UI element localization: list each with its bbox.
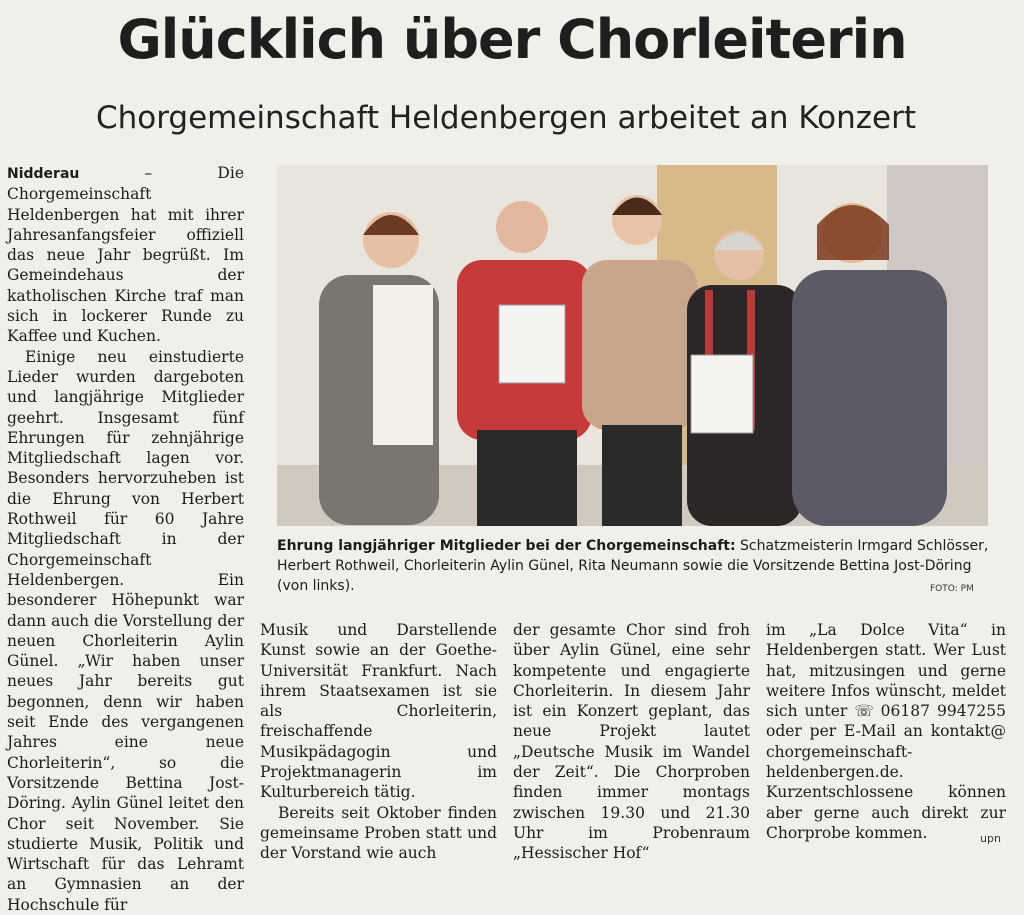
article-column-1 [7,163,244,915]
headline: Glücklich über Chorleiterin [117,8,907,71]
article-column-4 [766,620,1006,843]
paragraph: der gesamte Chor sind froh über Aylin Günel, eine sehr kompetente und engagierte Chorleiterin. In diesem Jahr ist ein Konzert geplant, das neue Projekt lautet „Deutsche Musik im Wandel der Zeit“. Die Chorproben finden immer montags zwischen 19.30 und 21.30 Uhr im Probenraum „Hessischer Hof“ [513,621,750,863]
caption-text: Schatzmeisterin Irmgard Schlösser, Herbert Rothweil, Chorleiterin Aylin Günel, Rita Neumann sowie die Vorsitzende Bettina Jost-Döring (von links). [277,538,989,594]
caption-lead: Ehrung langjähriger Mitglieder bei der Chorgemeinschaft: [277,538,736,554]
group-photo [277,165,988,526]
paragraph: Musik und Darstellende Kunst sowie an der Goethe-Universität Frankfurt. Nach ihrem Staatsexamen ist sie als Chorleiterin, freischaffende Musikpädagogin und Projektmanagerin im Kulturbereich tätig. [260,621,497,802]
article-column-3 [513,620,750,864]
paragraph: im „La Dolce Vita“ in Heldenbergen statt. Wer Lust hat, mitzusingen und gerne weitere Infos wünscht, meldet sich unter ☏ 06187 9947255 oder per E-Mail an kontakt@ chorgemeinschaft-heldenbergen.de. Kurzentschlossene können aber gerne auch direkt zur Chorprobe kommen. [766,621,1006,842]
paragraph: Einige neu einstudierte Lieder wurden dargeboten und langjährige Mitglieder geehrt. Insgesamt fünf Ehrungen für zehnjährige Mitgliedschaft lagen vor. Besonders hervorzuheben ist die Ehrung von Herbert Rothweil für 60 Jahre Mitgliedschaft in der Chorgemeinschaft Heldenbergen. Ein besonderer Höhepunkt war dann auch die Vorstellung der neuen Chorleiterin Aylin Günel. „Wir haben unser neues Jahr bereits gut begonnen, denn wir haben seit Ende des vergangenen Jahres eine neue Chorleiterin“, so die Vorsitzende Bettina Jost-Döring. Aylin Günel leitet den Chor seit November. Sie studierte Musik, Politik und Wirtschaft für das Lehramt an Gymnasien an der Hochschule für [7,347,244,914]
subheadline: Chorgemeinschaft Heldenbergen arbeitet an Konzert [95,100,917,136]
photo-caption [277,536,989,596]
article-column-2 [260,620,497,864]
author-initials: upn [980,832,1001,845]
paragraph: – Die Chorgemeinschaft Heldenbergen hat mit ihrer Jahresanfangsfeier offiziell das neue Jahr begrüßt. Im Gemeindehaus der katholischen Kirche traf man sich in lockerer Runde zu Kaffee und Kuchen. [7,164,244,346]
dateline: Nidderau [7,166,80,182]
paragraph: Bereits seit Oktober finden gemeinsame Proben statt und der Vorstand wie auch [260,803,497,863]
photo-credit: FOTO: PM [930,584,974,594]
